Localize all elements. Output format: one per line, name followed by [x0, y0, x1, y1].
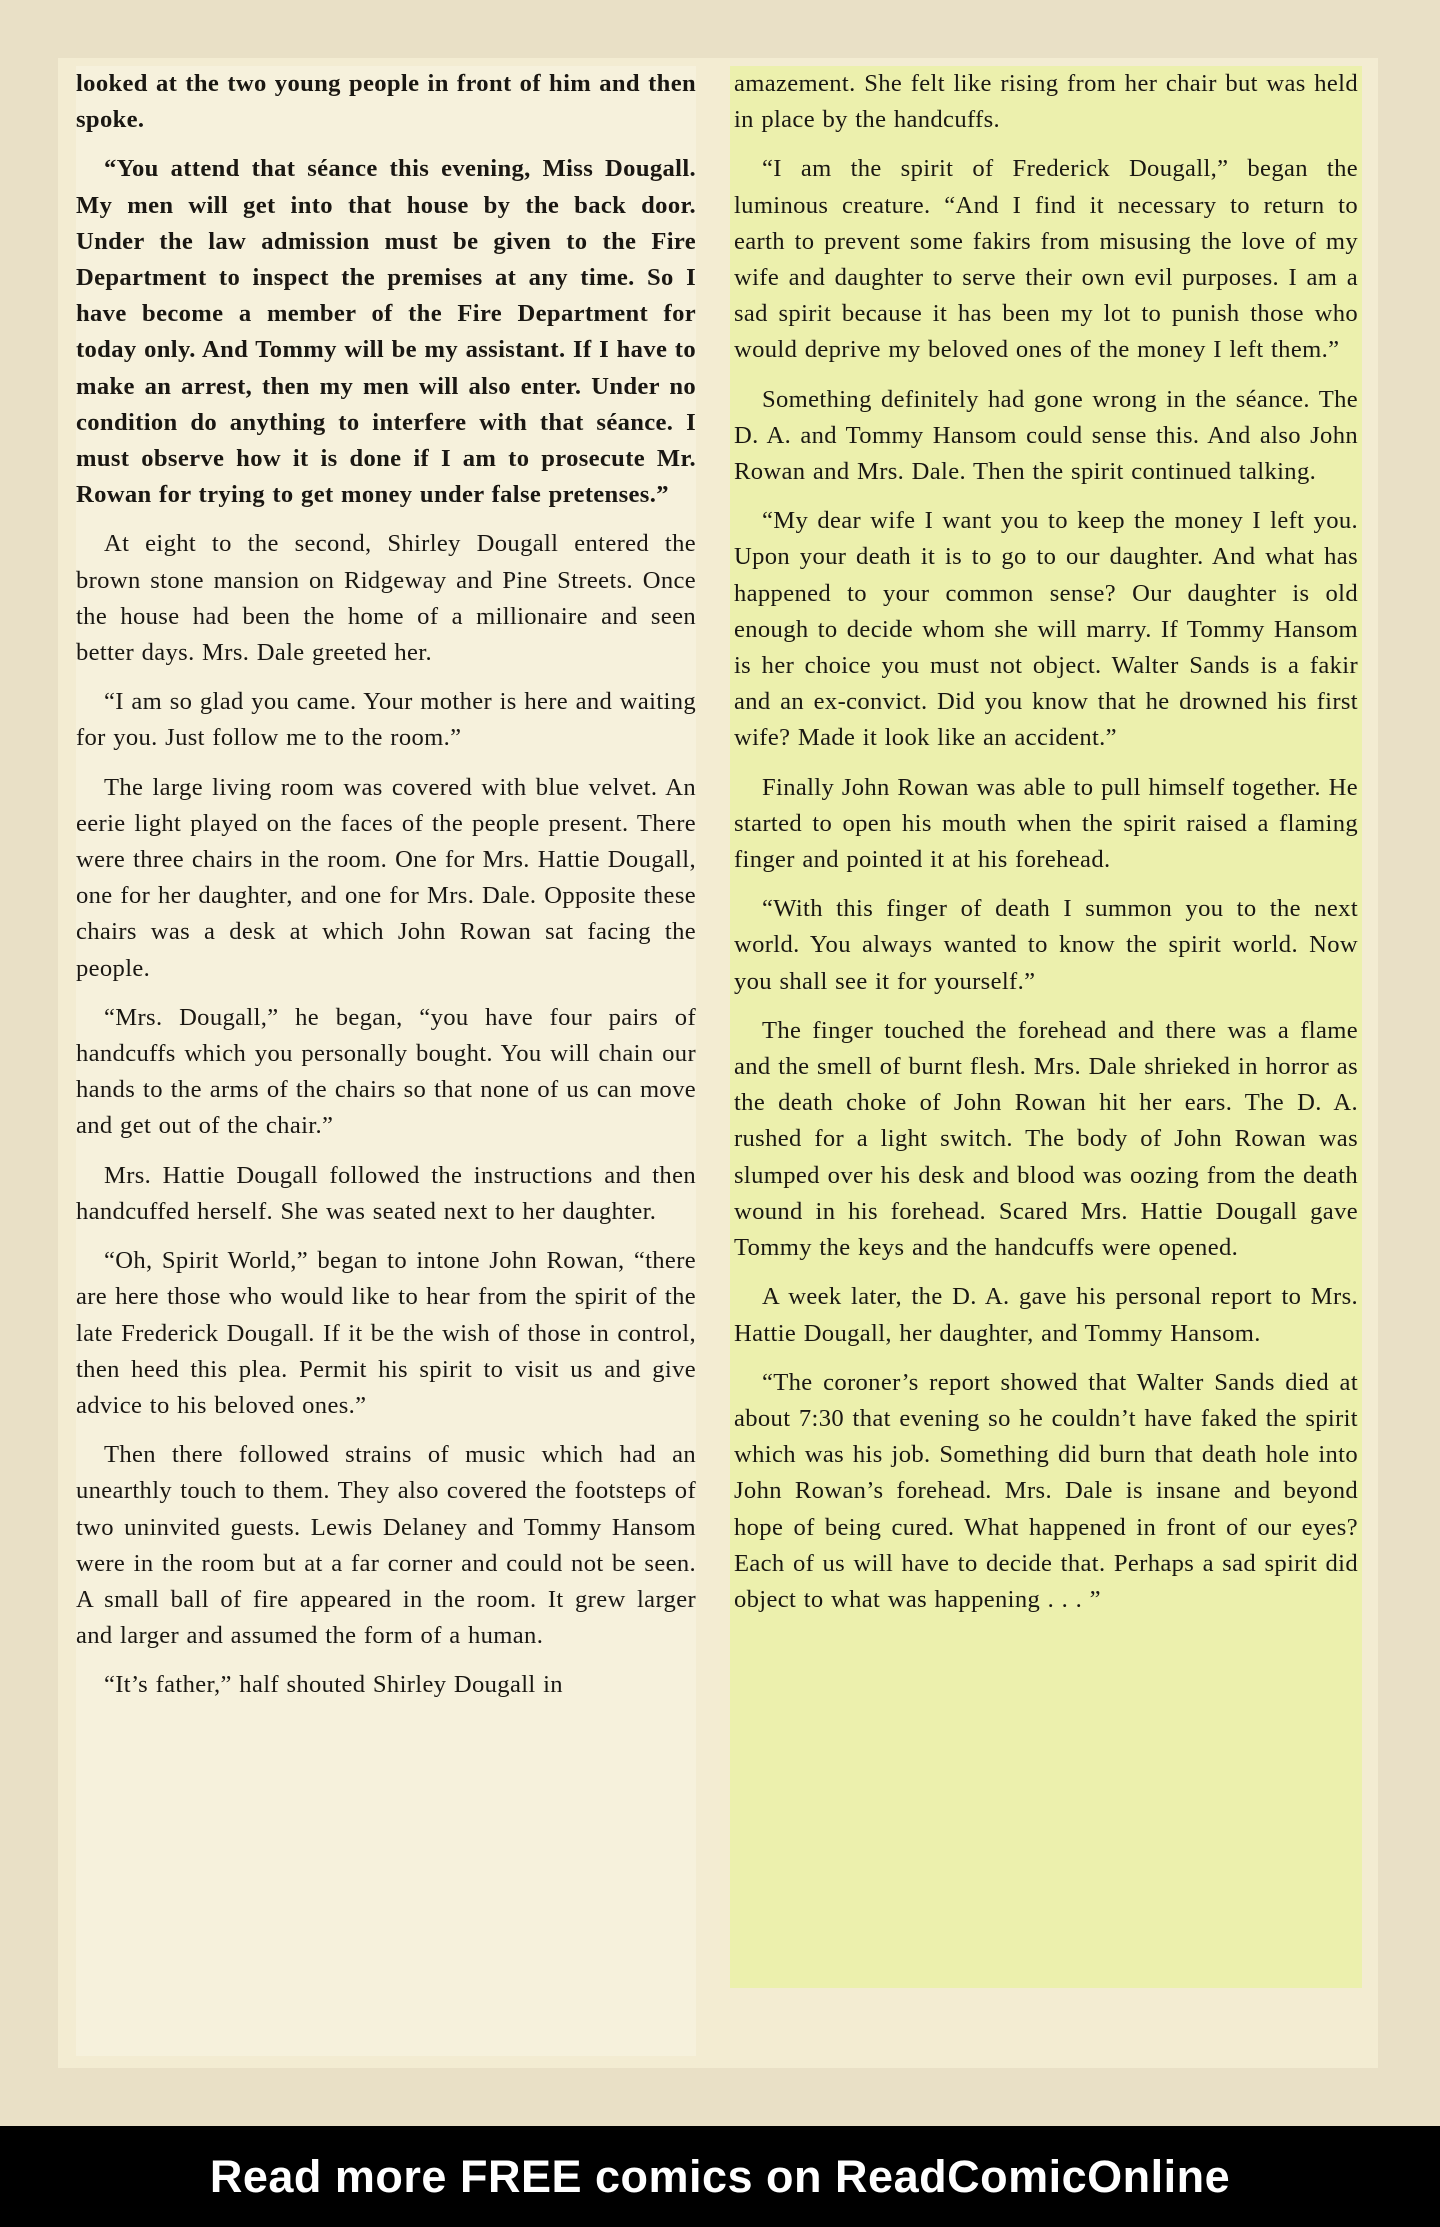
paragraph: Finally John Rowan was able to pull himself together. He started to open his mouth when the spirit raised a flaming finger and pointed it at his forehead. — [734, 773, 1358, 874]
text-column-left — [76, 66, 696, 2056]
footer-link[interactable]: Read more FREE comics on ReadComicOnline — [209, 2150, 1231, 2202]
paragraph: Then there followed strains of music which had an unearthly touch to them. They also covered the footsteps of two uninvited guests. Lewis Delaney and Tommy Hansom were in the room but at a far corner and could not be seen. A small ball of fire appeared in the room. It grew larger and larger and assumed the form of a human. — [76, 1441, 696, 1650]
footer-banner — [0, 2126, 1440, 2227]
paragraph: amazement. She felt like rising from her chair but was held in place by the handcuffs. — [734, 70, 1358, 134]
paragraph: A week later, the D. A. gave his personal report to Mrs. Hattie Dougall, her daughter, and Tommy Hansom. — [734, 1283, 1358, 1347]
paragraph: “The coroner’s report showed that Walter Sands died at about 7:30 that evening so he couldn’t have faked the spirit which was his job. Something did burn that death hole into John Rowan’s forehead. Mrs. Dale is insane and beyond hope of being cured. What happened in front of our eyes? Each of us will have to decide that. Perhaps a sad spirit did object to what was happening . . . ” — [734, 1368, 1358, 1613]
paragraph: The finger touched the forehead and there was a flame and the smell of burnt flesh. Mrs. Dale shrieked in horror as the death choke of John Rowan hit her ears. The D. A. rushed for a light switch. The body of John Rowan was slumped over his desk and blood was oozing from the death wound in his forehead. Scared Mrs. Hattie Dougall gave Tommy the keys and the handcuffs were opened. — [734, 1016, 1358, 1262]
paragraph: Mrs. Hattie Dougall followed the instructions and then handcuffed herself. She was seated next to her daughter. — [76, 1161, 696, 1225]
paragraph: “Mrs. Dougall,” he began, “you have four pairs of handcuffs which you personally bought. You will chain our hands to the arms of the chairs so that none of us can move and get out of the chair.” — [76, 1003, 696, 1140]
paragraph: “With this finger of death I summon you to the next world. You always wanted to know the spirit world. Now you shall see it for yourself.” — [734, 895, 1358, 995]
paragraph: “I am so glad you came. Your mother is here and waiting for you. Just follow me to the room.” — [76, 688, 696, 752]
paragraph: “Oh, Spirit World,” began to intone John Rowan, “there are here those who would like to hear from the spirit of the late Frederick Dougall. If it be the wish of those in control, then heed this plea. Permit his spirit to visit us and give advice to his beloved ones.” — [76, 1247, 696, 1419]
paragraph: The large living room was covered with blue velvet. An eerie light played on the faces of the people present. There were three chairs in the room. One for Mrs. Hattie Dougall, one for her daughter, and one for Mrs. Dale. Opposite these chairs was a desk at which John Rowan sat facing the people. — [76, 773, 696, 982]
paragraph: At eight to the second, Shirley Dougall entered the brown stone mansion on Ridgeway and Pine Streets. Once the house had been the home of a millionaire and seen better days. Mrs. Dale greeted her. — [76, 530, 696, 667]
paragraph: “It’s father,” half shouted Shirley Dougall in — [104, 1671, 563, 1699]
paragraph: “I am the spirit of Frederick Dougall,” began the luminous creature. “And I find it necessary to return to earth to prevent some fakirs from misusing the love of my wife and daughter to serve their own evil purposes. I am a sad spirit because it has been my lot to punish those who would deprive my beloved ones of the money I left them.” — [734, 155, 1358, 364]
paragraph: “My dear wife I want you to keep the money I left you. Upon your death it is to go to our daughter. And what has happened to your common sense? Our daughter is old enough to decide whom she will marry. If Tommy Hansom is her choice you must not object. Walter Sands is a fakir and an ex-convict. Did you know that he drowned his first wife? Made it look like an accident.” — [734, 507, 1358, 752]
paragraph: looked at the two young people in front of him and then spoke. — [76, 70, 696, 134]
paragraph: “You attend that séance this evening, Miss Dougall. My men will get into that house by the back door. Under the law admission must be given to the Fire Department to inspect the premises at any time. So I have become a member of the Fire Department for today only. And Tommy will be my assistant. If I have to make an arrest, then my men will also enter. Under no condition do anything to interfere with that séance. I must observe how it is done if I am to prosecute Mr. Rowan for trying to get money under false pretenses.” — [76, 155, 696, 509]
text-column-right — [730, 66, 1362, 1988]
paragraph: Something definitely had gone wrong in the séance. The D. A. and Tommy Hansom could sense this. And also John Rowan and Mrs. Dale. Then the spirit continued talking. — [734, 385, 1358, 486]
